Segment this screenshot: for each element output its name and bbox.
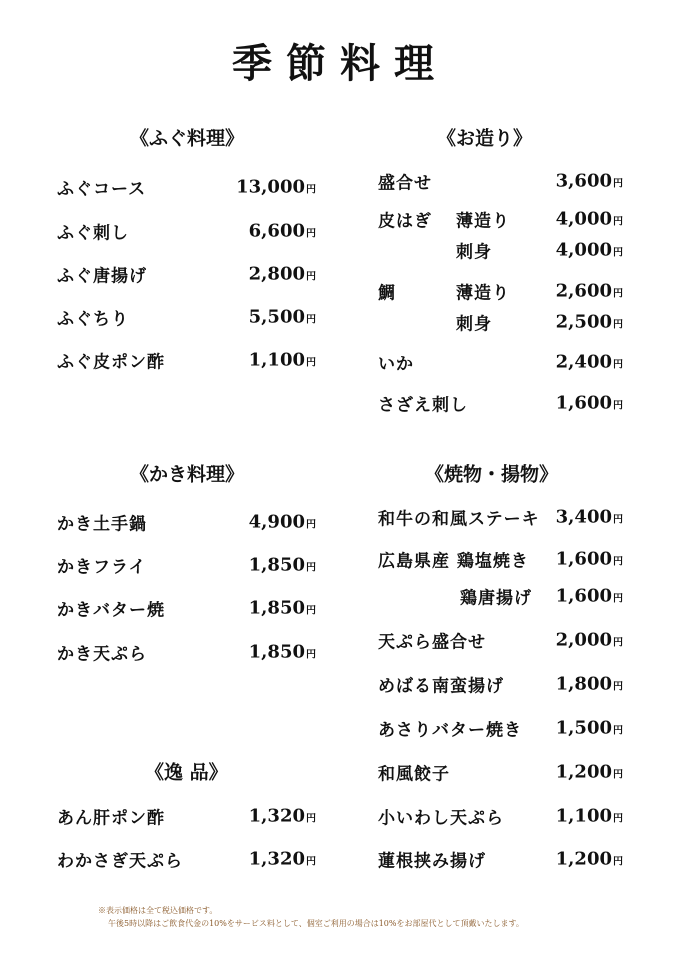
yen-unit: 円 [613, 856, 623, 868]
yen-unit: 円 [306, 813, 316, 825]
item-name: いか [378, 354, 414, 375]
yen-unit: 円 [613, 400, 623, 412]
price-value: 2,800 [248, 263, 305, 285]
yen-unit: 円 [306, 562, 316, 574]
item-sub-name: 薄造り [456, 211, 510, 232]
price-value: 1,600 [555, 585, 612, 607]
item-price [249, 264, 316, 285]
price-value: 1,500 [555, 717, 612, 739]
item-name: 鶏唐揚げ [460, 588, 532, 609]
item-name: あん肝ポン酢 [57, 808, 165, 829]
item-name: ふぐ皮ポン酢 [57, 352, 165, 373]
item-name: ふぐ唐揚げ [57, 266, 147, 287]
item-price [556, 849, 623, 870]
price-value: 1,100 [248, 349, 305, 371]
item-price [249, 307, 316, 328]
price-value: 4,900 [248, 511, 305, 533]
item-price [236, 177, 316, 198]
price-value: 1,850 [248, 554, 305, 576]
price-value: 1,800 [555, 673, 612, 695]
price-value: 1,320 [248, 805, 305, 827]
item-name: 広島県産 鶏塩焼き [378, 551, 529, 572]
yen-unit: 円 [613, 593, 623, 605]
yen-unit: 円 [613, 247, 623, 259]
section-heading: 《ふぐ料理》 [130, 127, 245, 150]
yen-unit: 円 [306, 184, 316, 196]
section-heading: 《かき料理》 [130, 463, 245, 486]
item-name: かき天ぷら [57, 644, 147, 665]
item-price [249, 598, 316, 619]
item-name: さざえ刺し [378, 395, 468, 416]
yen-unit: 円 [613, 769, 623, 781]
yen-unit: 円 [613, 556, 623, 568]
price-value: 2,500 [555, 311, 612, 333]
yen-unit: 円 [613, 637, 623, 649]
item-price [249, 849, 316, 870]
price-value: 1,850 [248, 641, 305, 663]
price-value: 2,000 [555, 629, 612, 651]
yen-unit: 円 [306, 314, 316, 326]
item-name: あさりバター焼き [378, 720, 522, 741]
section-heading: 《お造り》 [437, 127, 533, 150]
item-price [556, 240, 623, 261]
price-value: 2,400 [555, 351, 612, 373]
item-price [556, 718, 623, 739]
item-price [556, 312, 623, 333]
yen-unit: 円 [306, 649, 316, 661]
item-name: ふぐ刺し [57, 223, 129, 244]
price-value: 6,600 [248, 220, 305, 242]
item-name: めばる南蛮揚げ [378, 676, 504, 697]
price-value: 1,200 [555, 848, 612, 870]
item-price [556, 674, 623, 695]
service-charge-note: 午後5時以降はご飲食代金の10%をサービス料として、個室ご利用の場合は10%をお部屋代として頂戴いたします。 [108, 919, 524, 928]
tax-note: ※表示価格は全て税込価格です。 [98, 906, 218, 915]
item-name: かきフライ [57, 557, 147, 578]
price-value: 13,000 [236, 176, 305, 198]
item-name: 小いわし天ぷら [378, 808, 504, 829]
item-price [556, 352, 623, 373]
price-value: 3,600 [555, 170, 612, 192]
yen-unit: 円 [306, 228, 316, 240]
item-price [556, 209, 623, 230]
item-price [556, 806, 623, 827]
item-price [249, 806, 316, 827]
item-price [249, 642, 316, 663]
price-value: 3,400 [555, 506, 612, 528]
yen-unit: 円 [613, 288, 623, 300]
item-name: わかさぎ天ぷら [57, 851, 183, 872]
price-value: 1,200 [555, 761, 612, 783]
yen-unit: 円 [306, 271, 316, 283]
yen-unit: 円 [613, 319, 623, 331]
price-value: 1,100 [555, 805, 612, 827]
item-name: 鯛 [378, 283, 396, 304]
item-price [249, 221, 316, 242]
price-value: 2,600 [555, 280, 612, 302]
price-value: 1,320 [248, 848, 305, 870]
item-price [556, 281, 623, 302]
item-name: 蓮根挟み揚げ [378, 851, 486, 872]
yen-unit: 円 [306, 357, 316, 369]
menu-title: 季節料理 [232, 40, 448, 87]
yen-unit: 円 [613, 725, 623, 737]
item-name: 天ぷら盛合せ [378, 632, 486, 653]
item-price [556, 762, 623, 783]
yen-unit: 円 [306, 605, 316, 617]
section-heading: 《焼物・揚物》 [425, 463, 559, 486]
price-value: 4,000 [555, 208, 612, 230]
yen-unit: 円 [613, 514, 623, 526]
price-value: 5,500 [248, 306, 305, 328]
item-name: 和風餃子 [378, 764, 450, 785]
item-name: かき土手鍋 [57, 514, 147, 535]
item-price [249, 512, 316, 533]
yen-unit: 円 [613, 813, 623, 825]
item-name: ふぐコース [57, 179, 147, 200]
yen-unit: 円 [613, 681, 623, 693]
yen-unit: 円 [306, 519, 316, 531]
item-sub-name: 刺身 [456, 314, 492, 335]
yen-unit: 円 [306, 856, 316, 868]
price-value: 1,850 [248, 597, 305, 619]
price-value: 4,000 [555, 239, 612, 261]
price-value: 1,600 [555, 392, 612, 414]
item-price [249, 350, 316, 371]
item-price [556, 586, 623, 607]
item-sub-name: 薄造り [456, 283, 510, 304]
item-price [556, 630, 623, 651]
item-price [249, 555, 316, 576]
item-sub-name: 刺身 [456, 242, 492, 263]
item-name: 皮はぎ [378, 211, 432, 232]
yen-unit: 円 [613, 359, 623, 371]
item-name: 和牛の和風ステーキ [378, 509, 540, 530]
yen-unit: 円 [613, 216, 623, 228]
item-price [556, 507, 623, 528]
yen-unit: 円 [613, 178, 623, 190]
item-price [556, 393, 623, 414]
item-name: 盛合せ [378, 173, 432, 194]
section-heading: 《逸 品》 [145, 761, 228, 784]
item-price [556, 549, 623, 570]
item-name: かきバター焼 [57, 600, 165, 621]
item-name: ふぐちり [57, 309, 129, 330]
price-value: 1,600 [555, 548, 612, 570]
item-price [556, 171, 623, 192]
